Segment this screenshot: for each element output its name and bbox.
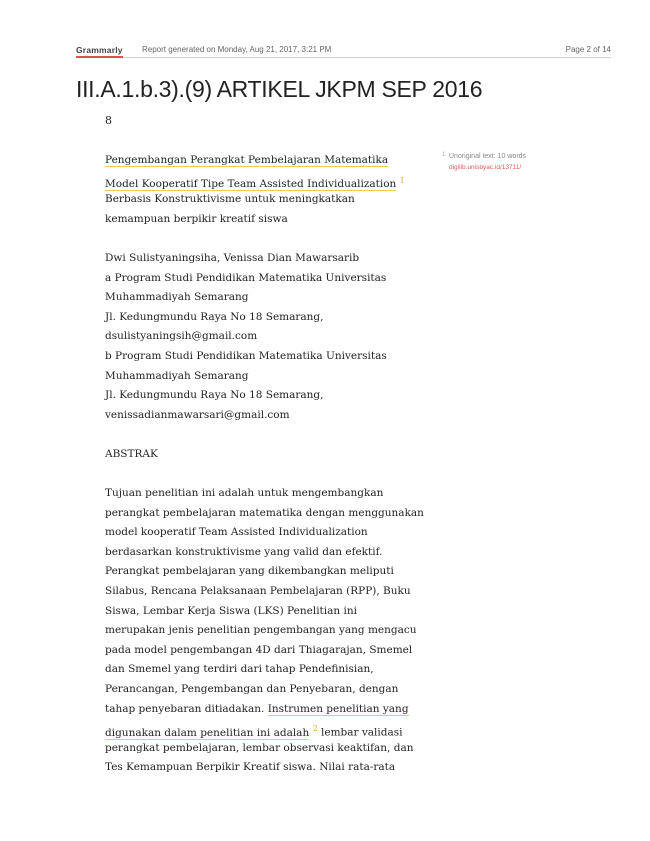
authors-line: Dwi Sulistyaningsiha, Venissa Dian Mawarsarib — [105, 251, 360, 264]
document-title: III.A.1.b.3).(9) ARTIKEL JKPM SEP 2016 — [76, 76, 483, 102]
document-body — [105, 151, 424, 778]
report-header — [76, 44, 611, 58]
highlighted-text[interactable]: Pengembangan Perangkat Pembelajaran Matematika — [105, 154, 389, 166]
page-number: 8 — [105, 114, 112, 127]
abstract-line: Silabus, Rencana Pelaksanaan Pembelajaran (RPP), Buku — [105, 585, 411, 598]
abstract-heading: ABSTRAK — [105, 447, 158, 460]
paragraph-gap — [105, 465, 405, 485]
abstract-line: pada model pengembangan 4D dari Thiagarajan, Smemel — [105, 643, 413, 656]
abstract-line: merupakan jenis penelitian pengembangan yang mengacu — [105, 624, 417, 637]
abstract-line: perangkat pembelajaran matematika dengan menggunakan — [105, 506, 424, 519]
body-line: b Program Studi Pendidikan Matematika Universitas — [105, 349, 387, 362]
note-marker: 1 — [442, 152, 446, 158]
match-marker[interactable]: 1 — [399, 175, 405, 185]
highlighted-text[interactable]: Model Kooperatif Tipe Team Assisted Individualization — [105, 178, 397, 191]
body-line: Berbasis Konstruktivisme untuk meningkatkan — [105, 193, 355, 206]
email-line: venissadianmawarsari@gmail.com — [105, 408, 290, 421]
grammarly-logo: Grammarly — [76, 45, 123, 58]
match-marker[interactable]: 2 — [312, 724, 318, 734]
body-line: Muhammadiyah Semarang — [105, 291, 249, 304]
abstract-line: Tes Kemampuan Berpikir Kreatif siswa. Nilai rata-rata — [105, 761, 396, 774]
plagiarism-note[interactable] — [444, 153, 526, 171]
abstract-line: Tujuan penelitian ini adalah untuk mengembangkan — [105, 487, 384, 500]
abstract-line: perangkat pembelajaran, lembar observasi keaktifan, dan — [105, 741, 414, 754]
body-line: a Program Studi Pendidikan Matematika Universitas — [105, 271, 387, 284]
plain-text: lembar validasi — [317, 726, 403, 739]
body-line: Jl. Kedungmundu Raya No 18 Semarang, — [105, 310, 324, 323]
abstract-line: Siswa, Lembar Kerja Siswa (LKS) Penelitian ini — [105, 604, 357, 617]
paragraph-gap — [105, 229, 405, 249]
page-indicator: Page 2 of 14 — [565, 45, 611, 54]
email-line: dsulistyaningsih@gmail.com — [105, 330, 258, 343]
report-generated-text: Report generated on Monday, Aug 21, 2017, 3:21 PM — [142, 45, 332, 54]
abstract-line: dan Smemel yang terdiri dari tahap Pendefinisian, — [105, 663, 374, 676]
paragraph-gap — [105, 425, 405, 445]
abstract-line — [105, 700, 409, 720]
body-line: Jl. Kedungmundu Raya No 18 Semarang, — [105, 389, 324, 402]
body-line — [105, 151, 405, 171]
abstract-line — [105, 719, 405, 739]
plain-text: tahap penyebaran ditiadakan. — [105, 702, 268, 715]
note-source-link[interactable]: digilib.unisbyac.id/13711/ — [449, 164, 522, 171]
body-line — [105, 171, 405, 191]
body-line: Muhammadiyah Semarang — [105, 369, 249, 382]
highlighted-text[interactable]: Instrumen penelitian yang — [267, 702, 409, 715]
highlighted-text[interactable]: digunakan dalam penelitian ini adalah — [105, 726, 310, 739]
abstract-line: Perancangan, Pengembangan dan Penyebaran, dengan — [105, 683, 399, 696]
note-label: Unoriginal text: 10 words — [449, 153, 527, 160]
abstract-line: Perangkat pembelajaran yang dikembangkan meliputi — [105, 565, 394, 578]
abstract-line: berdasarkan konstruktivisme yang valid dan efektif. — [105, 545, 383, 558]
abstract-line: model kooperatif Team Assisted Individualization — [105, 526, 368, 539]
body-line: kemampuan berpikir kreatif siswa — [105, 212, 288, 225]
